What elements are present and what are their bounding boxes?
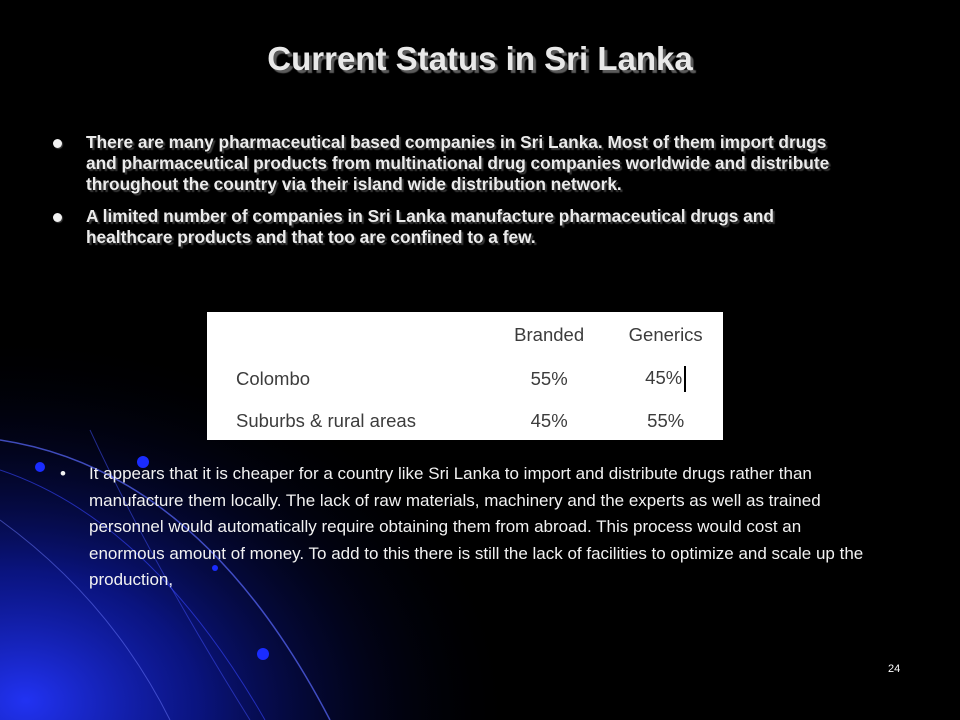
table-cell: Colombo <box>236 368 311 389</box>
table-cell: 55% <box>530 368 568 389</box>
table-cell: Suburbs & rural areas <box>236 410 416 431</box>
bullet-dot-icon <box>53 139 62 148</box>
paragraph-bullet-icon: • <box>60 464 66 483</box>
table-cell-text: 45% <box>645 366 683 388</box>
table-row <box>207 400 723 442</box>
bullet-list <box>48 132 848 259</box>
bullet-text: There are many pharmaceutical based companies in Sri Lanka. Most of them import drugs and pharmaceutical products from multinational drug companies worldwide and distribute throughout the country via their island wide distribution network. <box>86 132 830 194</box>
table-header-row <box>207 312 723 358</box>
paragraph-text: It appears that it is cheaper for a country like Sri Lanka to import and distribute drugs rather than manufacture them locally. The lack of raw materials, machinery and the experts as well as trained personnel would automatically require obtaining them from abroad. This process would cost an enormous amount of money. To add to this there is still the lack of facilities to optimize and scale up the production, <box>89 464 864 589</box>
slide-title: Current Status in Sri Lanka <box>267 40 693 77</box>
market-share-table <box>207 312 723 440</box>
bullet-text: A limited number of companies in Sri Lanka manufacture pharmaceutical drugs and healthcare products and that too are confined to a few. <box>86 206 774 247</box>
table-header-cell <box>207 312 490 358</box>
page-number: 24 <box>888 663 901 675</box>
bullet-item <box>48 206 848 248</box>
table-cell: 45% <box>530 410 568 431</box>
bullet-item <box>48 132 848 195</box>
table-cell: 55% <box>647 410 685 431</box>
conclusion-paragraph <box>60 461 880 594</box>
table-header-cell: Generics <box>628 324 703 345</box>
text-cursor-icon <box>684 366 686 392</box>
share-table <box>207 312 723 442</box>
bullet-dot-icon <box>53 213 62 222</box>
table-cell-with-cursor[interactable] <box>608 358 723 400</box>
decor-dot-1 <box>35 462 45 472</box>
table-header-cell: Branded <box>514 324 585 345</box>
decor-dot-3 <box>257 648 269 660</box>
table-row <box>207 358 723 400</box>
